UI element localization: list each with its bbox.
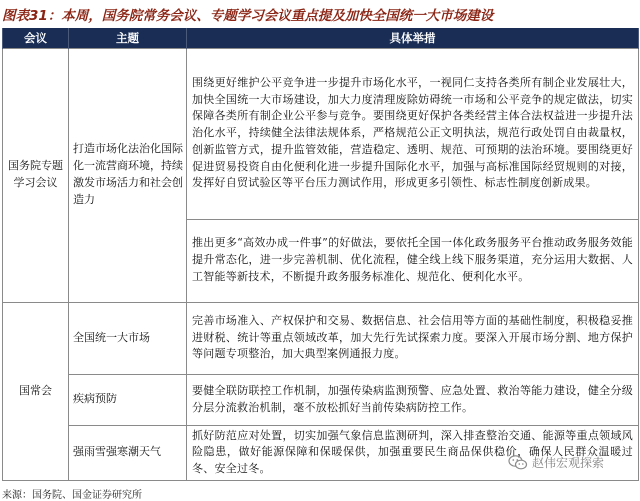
measure-cell-unified-market: 完善市场准入、产权保护和交易、数据信息、社会信用等方面的基础性制度，积极稳妥推进财税、统计等重点领域改革，加大先行先试探索力度。要深入开展市场分割、地方保护等问题专项整治，加大典型案例通报力度。: [187, 302, 639, 374]
table-header-row: [3, 28, 639, 48]
table-row: [3, 425, 639, 480]
meeting-cell-state-council: 国常会: [3, 302, 69, 480]
policy-table: [2, 28, 639, 481]
theme-cell-cold-weather: 强雨雪强寒潮天气: [69, 425, 187, 480]
source-note: 来源：国务院、国金证券研究所: [2, 489, 142, 501]
header-meeting: 会议: [3, 28, 69, 48]
figure-title: 图表31：本周，国务院常务会议、专题学习会议重点提及加快全国统一大市场建设: [2, 8, 494, 24]
watermark-text: 赵伟宏观探索: [532, 456, 605, 470]
measure-cell-cold-weather: 抓好防范应对处置，切实加强气象信息监测研判，深入排查整治交通、能源等重点领域风险隐患，做好能源保障和保暖保供，加强重要民生商品保供稳价，确保人民群众温暖过冬、安全过冬。: [187, 425, 639, 480]
watermark: [508, 454, 604, 471]
measure-cell-fair-competition: 围绕更好维护公平竞争进一步提升市场化水平，一视同仁支持各类所有制企业发展壮大，加快全国统一大市场建设，加大力度清理废除妨碍统一市场和公平竞争的规定做法，切实保障各类所有制企业公平参与竞争。要围绕更好保护各类经营主体合法权益进一步提升法治化水平，持续健全法律法规体系，严格规范公正文明执法，规范行政处罚自由裁量权，创新监管方式，提升监管效能，营造稳定、透明、规范、可预期的法治环境。要围绕更好促进贸易投资自由化便利化进一步提升国际化水平，加强与高标准国际经贸规则的对接，发挥好自贸试验区等平台压力测试作用，形成更多引领性、标志性制度创新成果。: [187, 48, 639, 219]
measure-cell-government-services: 推出更多“高效办成一件事”的好做法，要依托全国一体化政务服务平台推动政务服务效能提升常态化，进一步完善机制、优化流程，健全线上线下服务渠道，充分运用大数据、人工智能等新技术，不断提升政务服务标准化、规范化、便利化水平。: [187, 219, 639, 302]
meeting-cell-study-session: 国务院专题学习会议: [3, 48, 69, 302]
header-measures: 具体举措: [187, 28, 639, 48]
table-row: [3, 374, 639, 425]
measure-cell-disease-prevention: 要健全联防联控工作机制，加强传染病监测预警、应急处置、救治等能力建设，健全分级分层分流救治机制，毫不放松抓好当前传染病防控工作。: [187, 374, 639, 425]
header-theme: 主题: [69, 28, 187, 48]
theme-cell-business-environment: 打造市场化法治化国际化一流营商环境，持续激发市场活力和社会创造力: [69, 48, 187, 302]
table-row: [3, 302, 639, 374]
table-row: [3, 48, 639, 219]
theme-cell-disease-prevention: 疾病预防: [69, 374, 187, 425]
theme-cell-unified-market: 全国统一大市场: [69, 302, 187, 374]
wechat-icon: [508, 455, 528, 470]
